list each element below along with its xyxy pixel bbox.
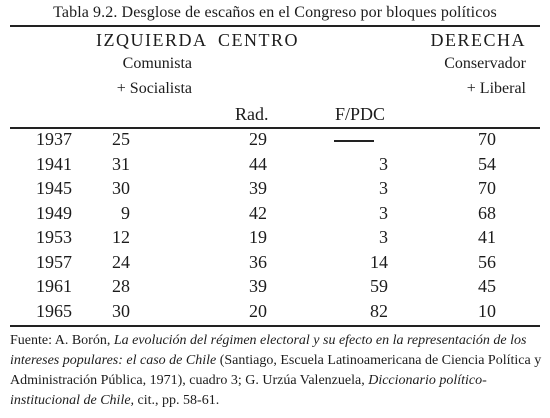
cell-izquierda: 30 [112,301,130,321]
cell-rad: 20 [249,301,267,321]
footnote-part: (Santiago, Escuela Latinoamericana de Ciencia Política y Administración Pública, 1971), cuadro 3; G. Urzúa Valenzuela, [10,353,542,388]
subheader-socialista: + Socialista [116,80,192,97]
cell-fpdc-dash [334,140,374,142]
subheader-rad: Rad. [235,104,269,124]
cell-fpdc: 14 [370,252,388,272]
cell-izquierda: 9 [121,203,130,223]
cell-derecha: 56 [478,252,496,272]
cell-derecha: 68 [478,203,496,223]
cell-derecha: 70 [478,129,496,149]
footnote-part: cit., pp. 58-61. [134,393,220,408]
subheader-comunista: Comunista [122,55,192,72]
header-centro: CENTRO [218,30,299,50]
cell-derecha: 10 [478,301,496,321]
cell-izquierda: 31 [112,154,130,174]
cell-fpdc: 3 [379,178,388,198]
cell-izquierda: 24 [112,252,130,272]
cell-fpdc: 59 [370,276,388,296]
top-rule [10,25,540,27]
cell-derecha: 70 [478,178,496,198]
cell-izquierda: 28 [112,276,130,296]
cell-year: 1953 [36,227,72,247]
cell-rad: 39 [249,178,267,198]
cell-rad: 42 [249,203,267,223]
cell-year: 1965 [36,301,72,321]
cell-rad: 36 [249,252,267,272]
subheader-conservador: Conservador [444,55,526,72]
footnote-book-title: La evolución del régimen electoral y su efecto en la representación de los intereses populares: el caso de Chile [10,333,527,368]
cell-fpdc: 3 [379,203,388,223]
table-title: Tabla 9.2. Desglose de escaños en el Congreso por bloques políticos [53,4,497,21]
cell-rad: 44 [249,154,267,174]
cell-year: 1941 [36,154,72,174]
cell-izquierda: 12 [112,227,130,247]
source-footnote [10,331,542,411]
cell-derecha: 41 [478,227,496,247]
bottom-rule [10,325,540,327]
header-derecha: DERECHA [430,30,526,50]
cell-fpdc: 3 [379,154,388,174]
cell-year: 1945 [36,178,72,198]
footnote-part: Fuente: A. Borón, [10,333,114,348]
cell-izquierda: 30 [112,178,130,198]
cell-year: 1949 [36,203,72,223]
footnote-dictionary-title: Diccionario político-institucional de Chile, [10,373,487,408]
cell-derecha: 45 [478,276,496,296]
cell-fpdc: 82 [370,301,388,321]
cell-izquierda: 25 [112,129,130,149]
subheader-fpdc: F/PDC [335,104,386,124]
subheader-liberal: + Liberal [466,80,526,97]
cell-rad: 29 [249,129,267,149]
cell-fpdc: 3 [379,227,388,247]
cell-rad: 19 [249,227,267,247]
cell-rad: 39 [249,276,267,296]
cell-year: 1957 [36,252,72,272]
cell-year: 1961 [36,276,72,296]
cell-year: 1937 [36,129,72,149]
cell-derecha: 54 [478,154,496,174]
header-izquierda: IZQUIERDA [96,30,208,50]
